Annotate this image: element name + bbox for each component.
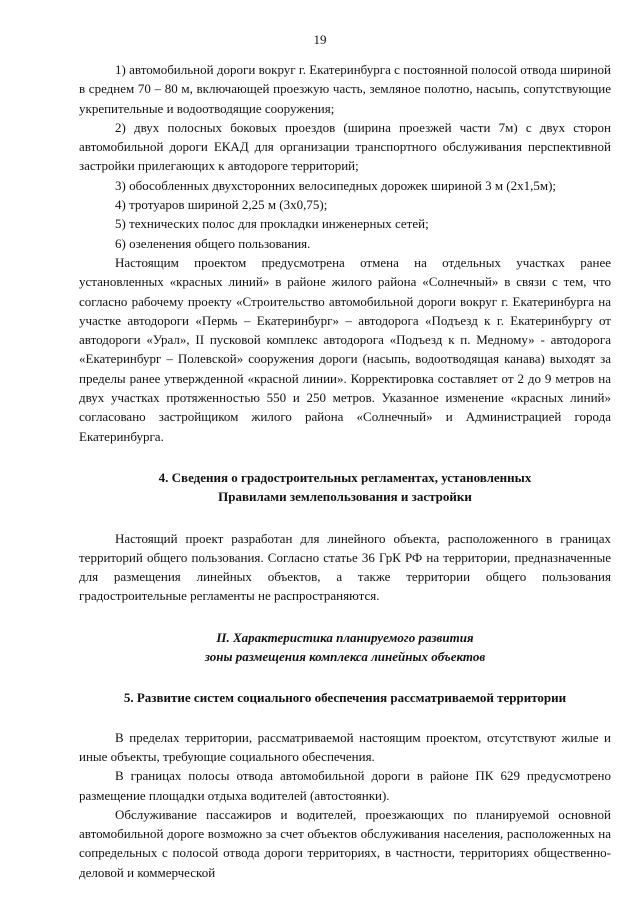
composition-list [79,60,611,253]
page-content [79,60,611,882]
list-item: 2) двух полосных боковых проездов (ширина проезжей части 7м) с двух сторон автомобильной дороги ЕКАД для организации транспортного обслуживания перспективной застройки прилегающих к автодороге территорий; [79,119,611,174]
section-4-heading-line-1: 4. Сведения о градостроительных регламентах, установленных [158,469,532,485]
list-item: 1) автомобильной дороги вокруг г. Екатеринбурга с постоянной полосой отвода шириной в среднем 70 – 80 м, включающей проезжую часть, земляное полотно, насыпь, сопутствующие укрепительные и водоотводящие сооружения; [79,62,611,116]
list-item: 3) обособленных двухсторонних велосипедных дорожек шириной 3 м (2х1,5м); [115,177,557,193]
list-item: 5) технических полос для прокладки инженерных сетей; [115,216,429,232]
red-lines-paragraph: Настоящим проектом предусмотрена отмена на отдельных участках ранее установленных «красных линий» в районе жилого района «Солнечный» в связи с тем, что согласно рабочему проекту «Строительство автомобильной дороги вокруг г. Екатеринбурга на участке автодороги «Пермь – Екатеринбург» – автодорога «Подъезд к г. Екатеринбургу от автодороги «Урал», II пусковой комплекс автодорога «Подъезд к п. Медному» - автодорога «Екатеринбург – Полевской» сооружения дороги (насыпь, водоотводящая канава) выходят за пределы ранее утвержденной «красной линии». Корректировка составляет от 2 до 9 метров на двух участках протяженностью 550 и 250 метров. Указанное изменение «красных линий» согласовано застройщиком жилого района «Солнечный» и Администрацией города Екатеринбурга. [79,254,611,444]
section-5-heading [79,688,611,707]
part-2-heading-line-2: зоны размещения комплекса линейных объектов [204,649,486,665]
section-5-paragraph: В границах полосы отвода автомобильной дороги в районе ПК 629 предусмотрено размещение площадки отдыха водителей (автостоянки). [79,768,611,803]
page-number: 19 [313,32,327,47]
part-2-heading [79,628,611,667]
section-5-heading-line: 5. Развитие систем социального обеспечения рассматриваемой территории [123,690,567,706]
section-4-heading-line-2: Правилами землепользования и застройки [218,489,472,505]
list-item: 6) озеленения общего пользования. [115,235,311,251]
section-5-paragraph: Обслуживание пассажиров и водителей, проезжающих по планируемой основной автомобильной дороге возможно за счет объектов обслуживания населения, расположенных на сопредельных с полосой отвода дороги территориях, в частности, территориях общественно-деловой и коммерческой [79,806,611,880]
section-4-paragraph: Настоящий проект разработан для линейного объекта, расположенного в границах территорий общего пользования. Согласно статье 36 ГрК РФ на территории, предназначенные для размещения линейных объектов, а также территории общего пользования градостроительные регламенты не распространяются. [79,530,611,604]
section-4-heading [79,468,611,507]
list-item: 4) тротуаров шириной 2,25 м (3х0,75); [115,197,328,213]
section-5-paragraph: В пределах территории, рассматриваемой настоящим проектом, отсутствуют жилые и иные объекты, требующие социального обеспечения. [79,729,611,764]
part-2-heading-line-1: II. Характеристика планируемого развития [216,629,474,645]
